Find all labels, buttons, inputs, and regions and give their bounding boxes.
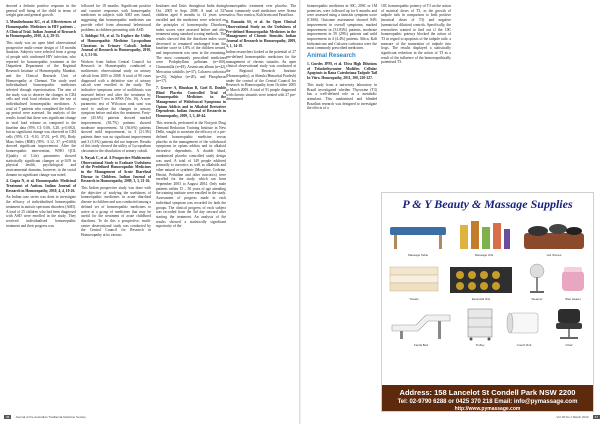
towels-icon xyxy=(386,261,442,295)
reference-title: 5. Siddiqui VA, et al. To Explore the Utility of Homoeopathic Medicine Lycopodium Clavatum in Urinary Calculi. Indian Journal of Research in Homoeopathy, 2010, 4, 3, 51-56. xyxy=(81,34,151,58)
reference-title: 4. Gupta N, et al. Homoeopathic Medicinal Treatment of Autism. Indian Journal of Research in Homoeopathy, 2010, 4, 4, 19-26. xyxy=(6,179,76,193)
product-massage-oils xyxy=(454,217,514,257)
ad-title: P & Y Beauty & Massage Supplies xyxy=(402,197,573,211)
product-facial-bed xyxy=(386,305,456,347)
paragraph: An Indian case series was done to investigate the efficacy of individualised homoeopathic treatment in autistic spectrum disorders (ASD). A total of 25 children who had been diagnosed with ASD were enrolled in the study. They received individualised homoeopathic treatment and their progress was xyxy=(6,195,76,228)
oil-bottles-icon xyxy=(454,217,514,251)
product-trolley xyxy=(460,305,500,347)
left-col-4 xyxy=(226,4,296,104)
product-label: Massage Table xyxy=(407,253,429,257)
page-number: 36 xyxy=(6,415,10,419)
product-massage-table xyxy=(386,217,450,257)
product-label: Massage Oils xyxy=(474,253,494,257)
footer-text: Journal of the Australian Traditional-Medicine Society xyxy=(15,415,86,419)
page-number: 37 xyxy=(594,415,598,419)
paragraph: Workers from Indian Central Council for Research in Homoeopathy conducted a multicentre, observational study on urinary calculi from 2005 to 2008. A total of 90 cases diagnosed with a definitive size of urinary calculi were enrolled in the study. The indicative symptoms were of urolithiasis was assessed before and after the treatment by using paired T test in SPSS (Ver. 16). A non-parametric test of 'Wilcoxon rank sum' was used to analyze the changes in urinary symptom before and after the treatment. Forty-one (45.6%) patients showed marked improvement, (63.7%) patients showed moderate improvement, 34 (36.6%) patients showed mild improvement, in 3 (21.3%) patients there was no significant improvement and 3 (3.3%) patients did not improve. Results of this study showed the utility of Lycopodium clavatum in the dissolution of urinary calculi. xyxy=(81,59,151,154)
paragraph: This Indian prospective study was done with the objective of studying the usefulness of homoeopathic medicines in acute diarrheal disease in children and was conducted among a defined set of homoeopathic medicines to arrive at a group of medicines that may be useful for the treatment of acute childhood diarrhoea. To do this a prospective, multi-centre observational study was conducted by the Central Council for Research in Homoeopathy at its various xyxy=(81,186,151,238)
stones-icon xyxy=(518,217,590,251)
left-col-1 xyxy=(6,4,76,230)
product-label: Steamer xyxy=(531,297,543,301)
right-col-1 xyxy=(307,4,377,113)
product-couch-roll xyxy=(504,305,544,347)
left-col-2 xyxy=(81,4,151,240)
reference-title: 1. Guedes JPM, et al. Ultra High Dilutions of Triiodothyronine Modifies Cellular Apoptosis in Rana Catesbeiana Tadpole Tail In Vitro. Homeopathy, 2011, 100, 220-227. xyxy=(307,62,377,81)
section-heading: Animal Research xyxy=(307,53,356,60)
product-label: Hot Stones xyxy=(546,253,562,257)
couch-roll-icon xyxy=(504,305,544,341)
product-label: Essential Oils xyxy=(471,297,491,301)
reference-title: 3. Mundeelnaran KC, et al. Effectiveness of Homoeopathic Medicines in HIV patients – A Clinical Trial. Indian Journal of Research in Homoeopathy, 2010, 4, 4, 29-35. xyxy=(6,20,76,39)
paragraph: Indian researchers looked at the potential of 27 pre-defined homoeopathic medicines for the management of chronic sinusitis. An open clinical observational study was conducted at the Regional Research Institute (Homoeopathy), at Shimla (Himachal Pradesh) under the control of the Central Council for Research in Homoeopathy from October 2005 to March 2009. A total of 91 people diagnosed with chronic sinusitis were treated with 27 pre-determined xyxy=(226,50,296,102)
footer-text: Vol 18 No 1 March 2012 xyxy=(556,415,589,419)
wax-heater-icon xyxy=(556,261,590,295)
paragraph: showed a definite positive response in the general well being of the child in terms of weight gain and general growth. xyxy=(6,4,76,18)
left-col-3 xyxy=(156,4,226,231)
paragraph: This research, performed at the Navjyoti Drug Demand Reduction Training Institute in New Delhi, sought to ascertain the efficacy of a pre-defined homoeopathic medicine versus placebo in the management of the withdrawal symptoms in opium addicts and in alkaloid derivative dependents. A double blind, randomised placebo controlled study design was used. A total of 149 people addicted primarily to narcotics as well as alkaloids and other natural or synthetic (Morphine, Codeine, Heroin, Pethidine and other narcotics) were enrolled for the study, which ran from September 2003 to August 2004. Only male patients within 15 – 50 years of age attending the training institute were enrolled in the study. Assessment of progress made in each individual symptom was recorded for both the groups. The clinical progress of each subject was recorded from the 3rd day onward after starting the treatment. An analysis of the results showed a statistically significant superiority of the xyxy=(156,120,226,229)
ad-address-banner xyxy=(382,385,593,411)
product-hot-stones xyxy=(518,217,590,257)
right-col-2 xyxy=(381,4,451,67)
paragraph: 10C homoeopathic potency of T3 on the action of matrical doses of T3, as the growth of tadpole tails in comparison to both positive (matrical doses of T3) and negative (unmatrical dilution) controls. Specifically, the researchers wanted to find out if the 10C homoeopathic potency blocked the action of T3 in regard to apoptosis of the tadpole tails: a measure of the maturation of tadpole into frogs. The results displayed a statistically significant reduction in the action of T3 as a result of the influence of the homoeopathically potentised T3. xyxy=(381,4,451,65)
product-label: Chair xyxy=(565,343,573,347)
paragraph: followed for 18 months. Significant positive and curative responses with homoeopathy medicines in subjects with ASD was found, suggesting that homoeopathic medicines can provide relief from abnormal behavioural problems in children presenting with ASD. xyxy=(81,4,151,32)
reference-title: 8. Ramaiia SS, et al. An Open Clinical Observational Study on the Usefulness of Pre-defined Homoeopathic Medicines in the Management of Chronic Sinusitis. Indian Journal of Research in Homoeopathy, 2009, 3, 1, 14-18. xyxy=(226,20,296,48)
paragraph: This study from a university laboratory in Brazil investigated whether Thyroxine (T3) has a well-defined role as a metabolic stimulant. This randomised and blinded Brazilian research was designed to investigate the effects of a xyxy=(307,82,377,111)
paragraph: homoeopathic treatment over placebo. The most commonly used medicines were Avena sativa, Nux vomica, Kali brom and Passiflora. xyxy=(226,4,296,18)
product-essential-oils xyxy=(446,261,516,301)
paragraph: This study was an open label observational prospective multi-centre design of 18 months duration. Subjects were selected from a group of people with confirmed HIV infection, who reported for homoeopathic treatment at the Outpatient Department of the Regional Research Institute of Homoeopathy, Mumbai, and the Clinical Research Unit of Homoeopathy at Chennai. The study used individualised homoeopathic medicines selected through repertorisation. The aim of the study was to observe the changes in CD4 cells and viral load relation after the use of individualised homoeopathic medicines. A total of 7 patients who completed the follow-up period were assessed. An analysis of the results found that there was significant change in viral load volume as compared to the baseline data (95% CI: 0.06, 3.20, p<0.002), but no significant change was observed in CD4 cells (95% CI: -9.10, 37.01, p=0. 09), Body Mass Index (BMI) (95% -3.12, 37, p=0.684) showed significant improvement. After the homoeopathic intervention, WHO QOL (Quality of Life) parameters showed statistically significant changes at p<0.05 in physical health, psychological and environmental domains, however, in the social domain no significant change was noted. xyxy=(6,40,76,177)
ad-address: Address: 158 Lancelot St Condell Park NSW 2200 xyxy=(399,388,576,397)
product-wax-heater xyxy=(556,261,590,301)
product-label: Wax Heater xyxy=(565,297,581,301)
product-towels xyxy=(386,261,442,301)
product-label: Facial Bed xyxy=(413,343,429,347)
product-label: Towels xyxy=(409,297,419,301)
product-steamer xyxy=(520,261,554,301)
advertisement[interactable] xyxy=(381,192,594,412)
massage-table-icon xyxy=(386,217,450,251)
essential-oils-icon xyxy=(446,261,516,295)
right-footer xyxy=(301,415,600,420)
reference-title: 6. Nayak C, et al. A Prospective Multicentric Observational Study to Evaluate Usefulness of the Predefined Homoeopathic Medicines in the Management of Acute Diarrheal Disease in Children. Indian Journal of Research in Homoeopathy, 2009, 3, 3, 21-26. xyxy=(81,155,151,184)
product-label: Trolley xyxy=(475,343,485,347)
product-label: Couch Roll xyxy=(516,343,532,347)
chair-icon xyxy=(548,305,590,341)
ad-product-grid xyxy=(386,215,591,385)
facial-bed-icon xyxy=(386,305,456,341)
steamer-icon xyxy=(520,261,554,295)
left-page xyxy=(0,0,299,424)
paragraph: homoeopathic medicines in 30C, 200C or 1M potencies, were followed up for 6 months and were assessed using a sinusitis symptom score (CSSS). Outcome assessment showed 84% improvement in overall symptoms; marked improvement in (31.83%) patients, moderate improvement in 59 (29%) patients and mild improvement in 4 (4.4%) patients. Silica, Kali bichromicum and Calcarea carbonica were the most commonly prescribed medicines. xyxy=(307,4,377,51)
reference-title: 7. Grover A, Bhushan B, Goel R. Double Blind Placebo Controlled Trial of Homoeopathic Medicines in the Management of Withdrawal Symptoms in Opium Addicts and in Alkaloid Derivative Dependents. Indian Journal of Research in Homoeopathy, 2009, 3, 3, 40-44. xyxy=(156,85,226,119)
ad-contact[interactable]: Tel: 02-9790 6288 or 0425 370 218 Email: info@pymassage.com xyxy=(397,399,578,405)
product-chair xyxy=(548,305,590,347)
paragraph: Institutes and Units throughout India during Oct. 2005 to Sept. 2008. A total of 527 children aged 6 months to 12 years were enrolled and the medicines were selected on the principles of homoeopathy. Diarrhoea index scores were assessed before and after treatment using standard scoring methods. The results showed that the diarrhoea index score decreased or remained unchanged from the baseline score in 1.8% of the children treated, and improvement was seen in the remaining. The most commonly prescribed medicines were Podophyllum peltatum (n=160), Chamomilla (n=49), Arsenicum album (n=42), Mercurius solubilis (n=37), Calcarea carbonica (n=25), Sulphur (n=20), and Phosphorus (n=17). xyxy=(156,4,226,84)
ad-website[interactable]: http://www.pymassage.com xyxy=(454,406,521,412)
left-footer xyxy=(4,415,303,420)
trolley-icon xyxy=(460,305,500,341)
